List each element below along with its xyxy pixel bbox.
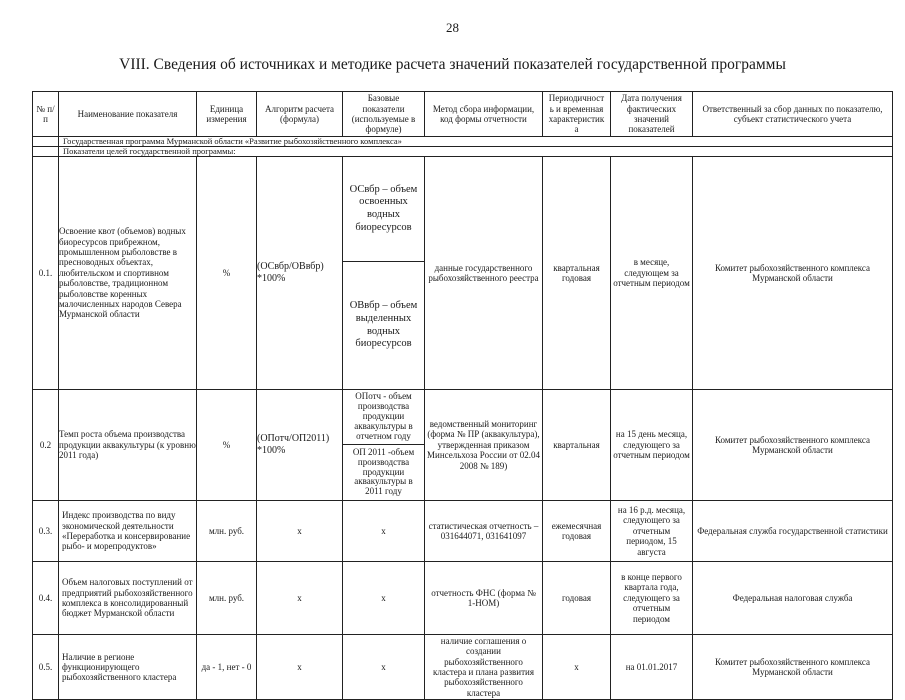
table-row [33,501,893,562]
header-base: Базовые показатели (используемые в формуле) [343,92,425,137]
header-unit: Единица измерения [197,92,257,137]
program-row [33,137,893,147]
header-row [33,92,893,137]
table-row [33,390,893,501]
indicator-name: Темп роста объема производства продукции аквакультуры (к уровню 2011 года) [59,390,197,501]
header-date: Дата получения фактических значений показателей [611,92,693,137]
date-received: на 16 р.д. месяца, следующего за отчетным периодом, 15 августа [611,501,693,562]
row-number: 0.3. [33,501,59,562]
responsible: Федеральная служба государственной статистики [693,501,893,562]
collection-method: отчетность ФНС (форма № 1-НОМ) [425,562,543,635]
indicator-name: Объем налоговых поступлений от предприятий рыбохозяйственного комплекса в консолидированный бюджет Мурманской области [59,562,197,635]
periodicity: х [543,635,611,700]
responsible: Федеральная налоговая служба [693,562,893,635]
base-indicators: х [343,501,425,562]
periodicity: годовая [543,562,611,635]
collection-method: ведомственный мониторинг (форма № ПР (аквакультура), утвержденная приказом Минсельхоза России от 02.04 2008 № 189) [425,390,543,501]
base-indicators [343,157,425,390]
row-number: 0.4. [33,562,59,635]
indicators-subheading-row [33,147,893,157]
table-row [33,157,893,390]
formula: х [257,562,343,635]
base-indicator-bottom: ОВвбр – объем выделенных водных биоресурсов [349,300,418,350]
section-heading: VIII. Сведения об источниках и методике расчета значений показателей государственной программы [119,56,786,73]
header-responsible: Ответственный за сбор данных по показателю, субъект статистического учета [693,92,893,137]
responsible: Комитет рыбохозяйственного комплекса Мурманской области [693,390,893,501]
unit: да - 1, нет - 0 [197,635,257,700]
collection-method: данные государственного рыбохозяйственного реестра [425,157,543,390]
base-indicators: х [343,562,425,635]
periodicity: квартальная [543,390,611,501]
base-indicators [343,390,425,501]
program-title: Государственная программа Мурманской области «Развитие рыбохозяйственного комплекса» [59,137,893,147]
formula: х [257,501,343,562]
periodicity: квартальная годовая [543,157,611,390]
responsible: Комитет рыбохозяйственного комплекса Мурманской области [693,635,893,700]
date-received: в конце первого квартала года, следующего за отчетным периодом [611,562,693,635]
unit: млн. руб. [197,562,257,635]
date-received: на 01.01.2017 [611,635,693,700]
formula: х [257,635,343,700]
header-period: Периодичност ь и временная характеристик а [543,92,611,137]
row-number: 0.5. [33,635,59,700]
date-received: на 15 день месяца, следующего за отчетным периодом [611,390,693,501]
collection-method: статистическая отчетность – 031644071, 031641097 [425,501,543,562]
row-number: 0.2 [33,390,59,501]
table-row [33,562,893,635]
unit: млн. руб. [197,501,257,562]
row-number: 0.1. [33,157,59,390]
responsible: Комитет рыбохозяйственного комплекса Мурманской области [693,157,893,390]
indicators-table [32,91,893,700]
header-method: Метод сбора информации, код формы отчетности [425,92,543,137]
periodicity: ежемесячная годовая [543,501,611,562]
unit: % [197,390,257,501]
page-number: 28 [446,20,459,35]
indicator-name: Индекс производства по виду экономической деятельности «Переработка и консервирование рыбо- и морепродуктов» [59,501,197,562]
indicators-subheading: Показатели целей государственной программы: [59,147,893,157]
base-indicator-top: ОПотч - объем производства продукции аквакультуры в отчетном году [343,390,424,445]
formula: (ОПотч/ОП2011) *100% [257,390,343,501]
header-name: Наименование показателя [59,92,197,137]
table-row [33,635,893,700]
indicator-name: Освоение квот (объемов) водных биоресурсов прибрежном, промышленном рыболовстве в пресноводных объектах, любительском и спортивном рыболовстве, традиционном рыболовстве коренных малочисленных народов Севера Мурманской области [59,157,197,390]
unit: % [197,157,257,390]
collection-method: наличие соглашения о создании рыбохозяйственного кластера и плана развития рыбохозяйственного кластера [425,635,543,700]
header-num: № п/п [33,92,59,137]
formula: (ОСвбр/ОВвбр) *100% [257,157,343,390]
indicator-name: Наличие в регионе функционирующего рыбохозяйственного кластера [59,635,197,700]
base-indicator-bottom: ОП 2011 -объем производства продукции аквакультуры в 2011 году [352,446,415,497]
base-indicator-top: ОСвбр – объем освоенных водных биоресурсов [343,157,424,262]
date-received: в месяце, следующем за отчетным периодом [611,157,693,390]
header-formula: Алгоритм расчета (формула) [257,92,343,137]
base-indicators: х [343,635,425,700]
